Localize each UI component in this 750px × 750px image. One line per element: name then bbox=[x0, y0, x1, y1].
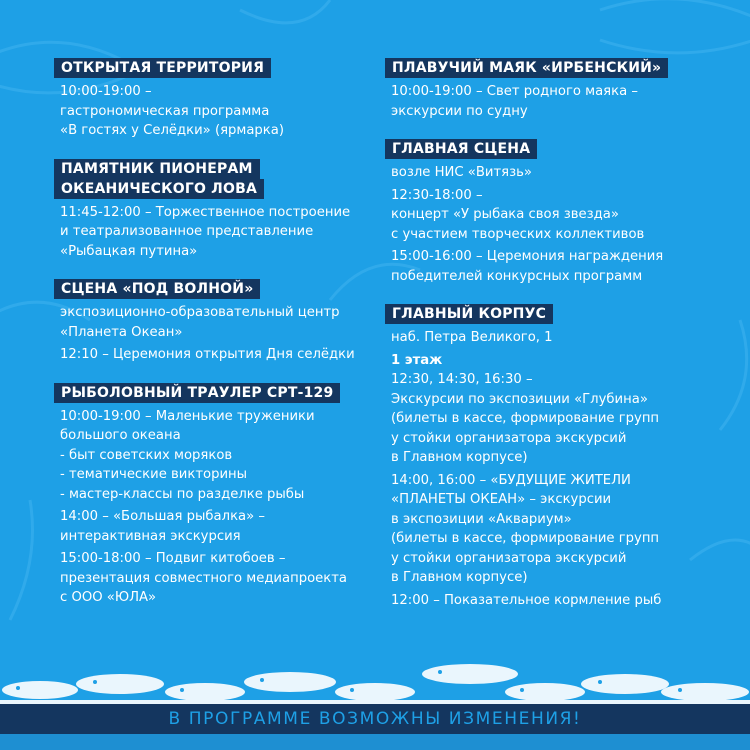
schedule-line: презентация совместного медиапроекта bbox=[60, 570, 347, 586]
schedule-line: наб. Петра Великого, 1 bbox=[391, 330, 553, 345]
fish-illustration-band bbox=[0, 648, 750, 708]
schedule-line: 14:00, 16:00 – «БУДУЩИЕ ЖИТЕЛИ bbox=[391, 472, 631, 488]
section-heading bbox=[54, 279, 374, 299]
schedule-line: 12:00 – Показательное кормление рыб bbox=[391, 592, 662, 608]
schedule-line: концерт «У рыбака своя звезда» bbox=[391, 207, 619, 222]
schedule-line: интерактивная экскурсия bbox=[60, 528, 241, 544]
schedule-line: «В гостях у Селёдки» (ярмарка) bbox=[60, 123, 284, 138]
schedule-line: в Главном корпусе) bbox=[391, 570, 528, 585]
schedule-section bbox=[385, 304, 705, 610]
section-heading-line: РЫБОЛОВНЫЙ ТРАУЛЕР СРТ-129 bbox=[54, 383, 340, 403]
section-heading-line: ОКЕАНИЧЕСКОГО ЛОВА bbox=[54, 179, 264, 199]
schedule-section bbox=[54, 159, 374, 262]
left-column bbox=[54, 58, 374, 626]
program-change-notice: В ПРОГРАММЕ ВОЗМОЖНЫ ИЗМЕНЕНИЯ! bbox=[0, 704, 750, 734]
schedule-line: экскурсии по судну bbox=[391, 103, 528, 119]
bottom-strip bbox=[0, 734, 750, 750]
section-heading-line: ОТКРЫТАЯ ТЕРРИТОРИЯ bbox=[54, 58, 271, 78]
schedule-line: 15:00-18:00 – Подвиг китобоев – bbox=[60, 551, 286, 566]
schedule-line: с ООО «ЮЛА» bbox=[60, 590, 157, 605]
schedule-line: в экспозиции «Аквариум» bbox=[391, 511, 572, 527]
schedule-line: 15:00-16:00 – Церемония награждения bbox=[391, 249, 664, 264]
floor-label: 1 этаж bbox=[391, 352, 443, 368]
schedule-line: 10:00-19:00 – bbox=[60, 84, 152, 99]
schedule-line: 12:30, 14:30, 16:30 – bbox=[391, 372, 533, 387]
schedule-line: Экскурсии по экспозиции «Глубина» bbox=[391, 391, 648, 407]
schedule-line: у стойки организатора экскурсий bbox=[391, 550, 627, 566]
schedule-line: гастрономическая программа bbox=[60, 103, 270, 119]
schedule-line: 12:30-18:00 – bbox=[391, 187, 483, 203]
schedule-line: (билеты в кассе, формирование групп bbox=[391, 531, 660, 546]
schedule-section bbox=[54, 279, 374, 365]
section-heading bbox=[385, 304, 705, 324]
schedule-line: - быт советских моряков bbox=[60, 447, 233, 463]
schedule-line: 11:45-12:00 – Торжественное построение bbox=[60, 204, 351, 220]
section-heading-line: ПАМЯТНИК ПИОНЕРАМ bbox=[54, 159, 260, 179]
section-heading bbox=[385, 58, 705, 78]
schedule-line: в Главном корпусе) bbox=[391, 450, 528, 465]
schedule-line: «Рыбацкая путина» bbox=[60, 243, 198, 259]
schedule-line: с участием творческих коллективов bbox=[391, 226, 645, 242]
section-heading-line: СЦЕНА «ПОД ВОЛНОЙ» bbox=[54, 279, 260, 299]
schedule-line: «ПЛАНЕТЫ ОКЕАН» – экскурсии bbox=[391, 492, 612, 507]
section-heading-line: ПЛАВУЧИЙ МАЯК «ИРБЕНСКИЙ» bbox=[385, 58, 668, 78]
schedule-line: победителей конкурсных программ bbox=[391, 268, 643, 284]
schedule-line: - тематические викторины bbox=[60, 467, 248, 482]
schedule-line: у стойки организатора экскурсий bbox=[391, 430, 627, 446]
schedule-line: возле НИС «Витязь» bbox=[391, 165, 532, 180]
schedule-section bbox=[385, 139, 705, 286]
schedule-section bbox=[385, 58, 705, 121]
schedule-line: 10:00-19:00 – Свет родного маяка – bbox=[391, 84, 638, 99]
schedule-section bbox=[54, 383, 374, 608]
schedule-line: 14:00 – «Большая рыбалка» – bbox=[60, 509, 265, 524]
section-heading-line: ГЛАВНАЯ СЦЕНА bbox=[385, 139, 537, 159]
schedule-line: экспозиционно-образовательный центр bbox=[60, 305, 340, 320]
schedule-line: 12:10 – Церемония открытия Дня селёдки bbox=[60, 347, 355, 362]
schedule-line: и театрализованное представление bbox=[60, 224, 314, 239]
schedule-line: большого океана bbox=[60, 428, 181, 443]
section-heading bbox=[54, 58, 374, 78]
section-heading bbox=[54, 383, 374, 403]
section-heading-line: ГЛАВНЫЙ КОРПУС bbox=[385, 304, 553, 324]
schedule-section bbox=[54, 58, 374, 141]
section-heading bbox=[385, 139, 705, 159]
schedule-line: 10:00-19:00 – Маленькие труженики bbox=[60, 408, 315, 424]
schedule-line: (билеты в кассе, формирование групп bbox=[391, 411, 660, 426]
section-heading bbox=[54, 159, 374, 199]
schedule-line: - мастер-классы по разделке рыбы bbox=[60, 486, 305, 502]
schedule-line: «Планета Океан» bbox=[60, 324, 183, 340]
right-column bbox=[385, 58, 705, 628]
